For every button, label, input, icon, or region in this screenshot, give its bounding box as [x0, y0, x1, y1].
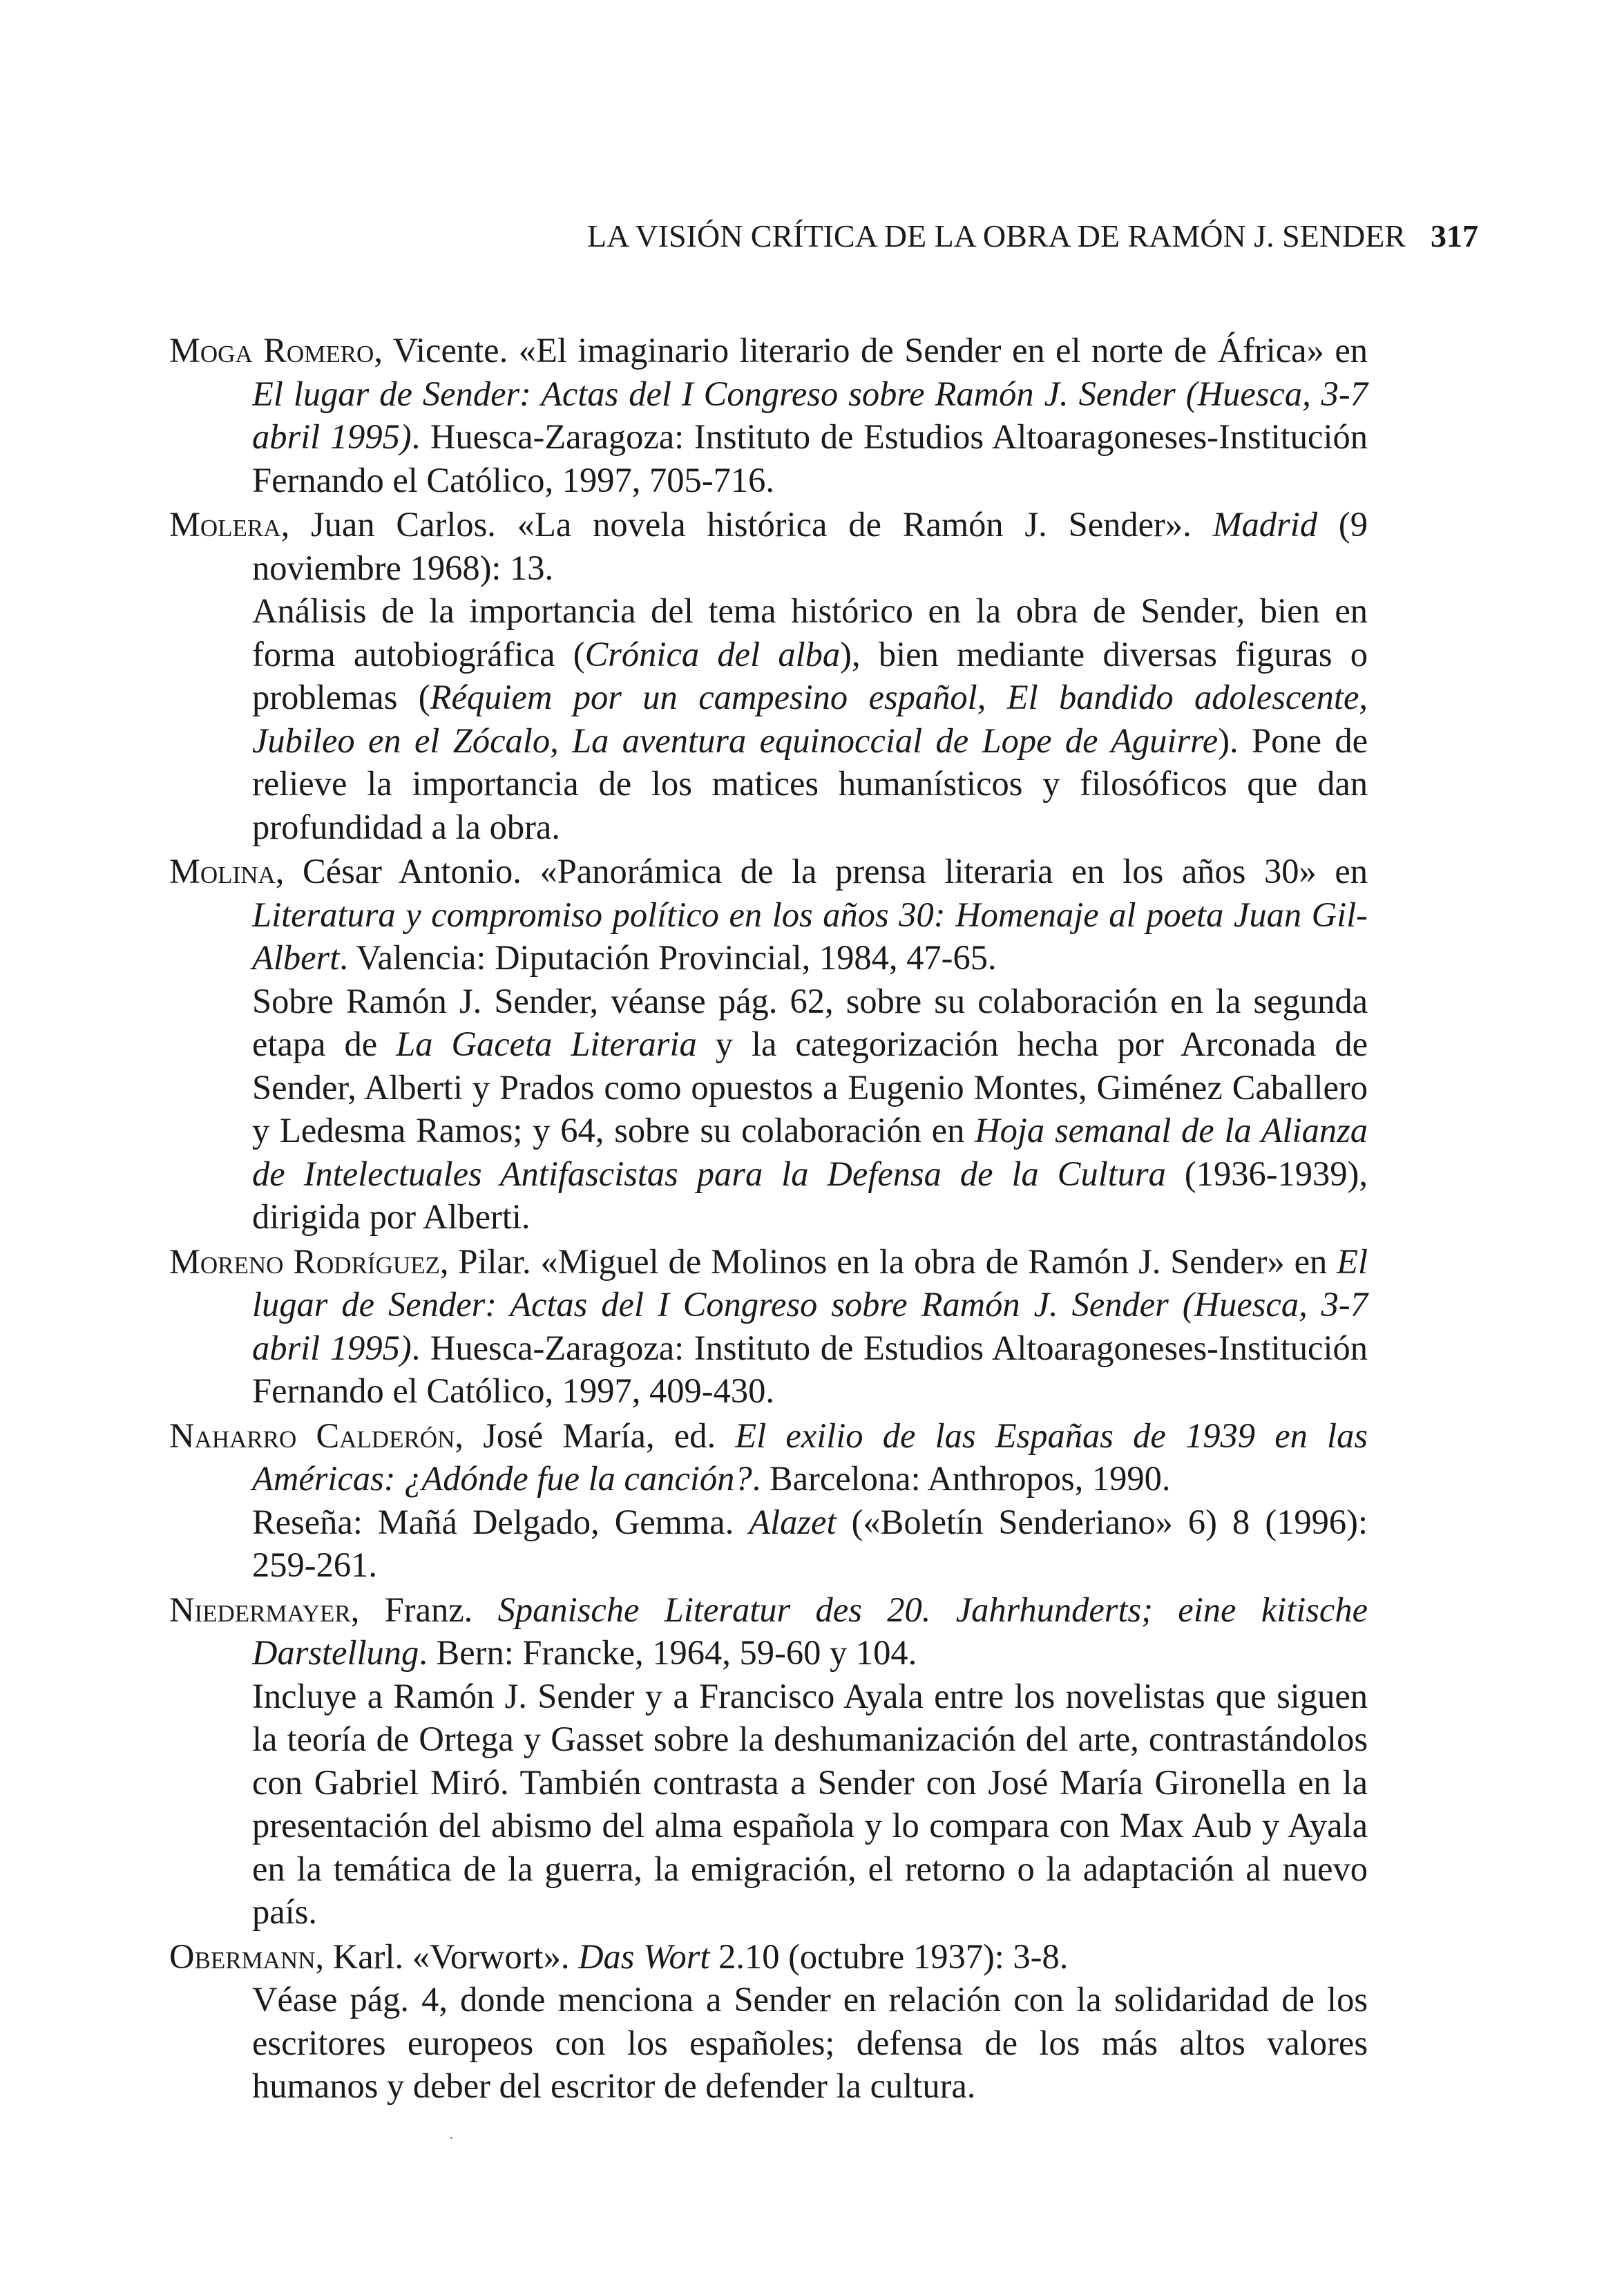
- entry-author: Moga Romero: [169, 331, 374, 370]
- annotation-text: y la categorización hecha por Arconada de Sender, Alberti y Prados como opuestos a Eugenio Montes, Giménez Caballero y Ledesma Ramos; y 64, sobre su colaboración en: [252, 1025, 1368, 1150]
- annotation-work-title: Hoja semanal de la Alianza de Intelectuales Antifascistas para la Defensa de la Cultura: [252, 1111, 1368, 1193]
- entry-citation: [169, 1240, 1368, 1413]
- entry-annotation: [169, 1675, 1368, 1934]
- citation-work-title: El lugar de Sender: Actas del I Congreso sobre Ramón J. Sender (Huesca, 3-7 abril 1995): [252, 374, 1368, 456]
- annotation-work-title: Alazet: [749, 1502, 837, 1541]
- citation-work-title: El exilio de las Españas de 1939 en las Américas: ¿Adónde fue la canción?: [252, 1416, 1368, 1498]
- annotation-text: («Boletín Senderiano» 6) 8 (1996): 259-261.: [252, 1502, 1368, 1584]
- bibliography-entry: [169, 1414, 1368, 1587]
- entry-author: Molera: [169, 505, 281, 544]
- citation-text: (9 noviembre 1968): 13.: [252, 505, 1368, 587]
- citation-work-title: Madrid: [1212, 505, 1318, 544]
- entry-citation: [169, 329, 1368, 502]
- citation-work-title: Literatura y compromiso político en los años 30: Homenaje al poeta Juan Gil-Albert: [252, 895, 1368, 977]
- annotation-text: Sobre Ramón J. Sender, véanse pág. 62, sobre su colaboración en la segunda etapa de: [252, 981, 1368, 1063]
- entry-author-given: , Franz.: [350, 1590, 498, 1629]
- citation-text: «El imaginario literario de Sender en el norte de África» en: [518, 331, 1368, 370]
- entry-author-given: , Vicente.: [374, 331, 519, 370]
- bibliography-entry: [169, 850, 1368, 1239]
- citation-text: . Bern: Francke, 1964, 59-60 y 104.: [419, 1633, 917, 1672]
- entry-author-given: , César Antonio.: [275, 852, 540, 891]
- entry-author-given: , Pilar.: [439, 1241, 541, 1281]
- annotation-text: Incluye a Ramón J. Sender y a Francisco Ayala entre los novelistas que siguen la teoría de Ortega y Gasset sobre la deshumanización del arte, contrastándolos con Gabriel Miró. También contrasta a Sender con José María Gironella en la presentación del abismo del alma española y lo compara con Max Aub y Ayala en la temática de la guerra, la emigración, el retorno o la adaptación al nuevo país.: [252, 1676, 1368, 1931]
- citation-text: . Huesca-Zaragoza: Instituto de Estudios Altoaragoneses-Institución Fernando el Católico, 1997, 705-716.: [252, 417, 1368, 499]
- entry-annotation: [169, 1978, 1368, 2108]
- entry-annotation: [169, 980, 1368, 1239]
- citation-work-title: Spanische Literatur des 20. Jahrhunderts; eine kitische Darstellung: [252, 1590, 1368, 1672]
- entry-annotation: [169, 1501, 1368, 1587]
- running-header: [504, 216, 1478, 257]
- citation-text: . Barcelona: Anthropos, 1990.: [752, 1459, 1171, 1498]
- entry-author: Naharro Calderón: [169, 1416, 455, 1455]
- citation-text: «Panorámica de la prensa literaria en los años 30» en: [539, 852, 1368, 891]
- citation-text: . Valencia: Diputación Provincial, 1984, 47-65.: [339, 938, 997, 977]
- bibliography-entry: [169, 1935, 1368, 2108]
- entry-author-given: , Juan Carlos.: [280, 505, 517, 544]
- annotation-text: ). Pone de relieve la importancia de los matices humanísticos y filosóficos que dan profundidad a la obra.: [252, 721, 1368, 846]
- running-title: LA VISIÓN CRÍTICA DE LA OBRA DE RAMÓN J. SENDER: [586, 218, 1406, 254]
- bibliography-entry: [169, 1240, 1368, 1413]
- citation-text: «Miguel de Molinos en la obra de Ramón J. Sender» en: [540, 1241, 1337, 1281]
- entry-citation: [169, 503, 1368, 589]
- annotation-work-title: La Gaceta Literaria: [396, 1025, 697, 1063]
- page-number: 317: [1431, 218, 1478, 254]
- entry-citation: [169, 850, 1368, 980]
- entry-citation: [169, 1414, 1368, 1501]
- entry-author: Obermann: [169, 1937, 316, 1976]
- annotation-text: (1936-1939), dirigida por Alberti.: [252, 1154, 1368, 1236]
- bibliography-entry: [169, 1588, 1368, 1934]
- annotation-work-title: Réquiem por un campesino español, El bandido adolescente, Jubileo en el Zócalo, La aventura equinoccial de Lope de Aguirre: [252, 678, 1368, 760]
- entry-author-given: , José María, ed.: [455, 1416, 736, 1455]
- scan-speck: [450, 2137, 452, 2139]
- entry-author-given: , Karl.: [315, 1937, 412, 1976]
- citation-text: 2.10 (octubre 1937): 3-8.: [709, 1937, 1069, 1976]
- annotation-text: Véase pág. 4, donde menciona a Sender en relación con la solidaridad de los escritores europeos con los españoles; defensa de los más altos valores humanos y deber del escritor de defender la cultura.: [252, 1980, 1368, 2105]
- citation-text: «Vorwort».: [412, 1937, 579, 1976]
- annotation-text: ), bien mediante diversas figuras o problemas (: [252, 634, 1368, 716]
- entry-annotation: [169, 589, 1368, 848]
- citation-text: «La novela histórica de Ramón J. Sender».: [517, 505, 1213, 544]
- bibliography: [169, 329, 1368, 2109]
- bibliography-entry: [169, 329, 1368, 502]
- entry-citation: [169, 1588, 1368, 1675]
- annotation-work-title: Crónica del alba: [584, 634, 841, 674]
- entry-author: Niedermayer: [169, 1590, 351, 1629]
- entry-author: Molina: [169, 852, 276, 891]
- citation-text: . Huesca-Zaragoza: Instituto de Estudios Altoaragoneses-Institución Fernando el Católico, 1997, 409-430.: [252, 1328, 1368, 1410]
- annotation-text: Reseña: Mañá Delgado, Gemma.: [252, 1502, 749, 1541]
- citation-work-title: El lugar de Sender: Actas del I Congreso sobre Ramón J. Sender (Huesca, 3-7 abril 1995): [252, 1241, 1368, 1367]
- entry-citation: [169, 1935, 1368, 1979]
- annotation-text: Análisis de la importancia del tema histórico en la obra de Sender, bien en forma autobiográfica (: [252, 591, 1368, 674]
- entry-author: Moreno Rodríguez: [169, 1241, 440, 1281]
- citation-work-title: Das Wort: [578, 1937, 710, 1976]
- bibliography-entry: [169, 503, 1368, 848]
